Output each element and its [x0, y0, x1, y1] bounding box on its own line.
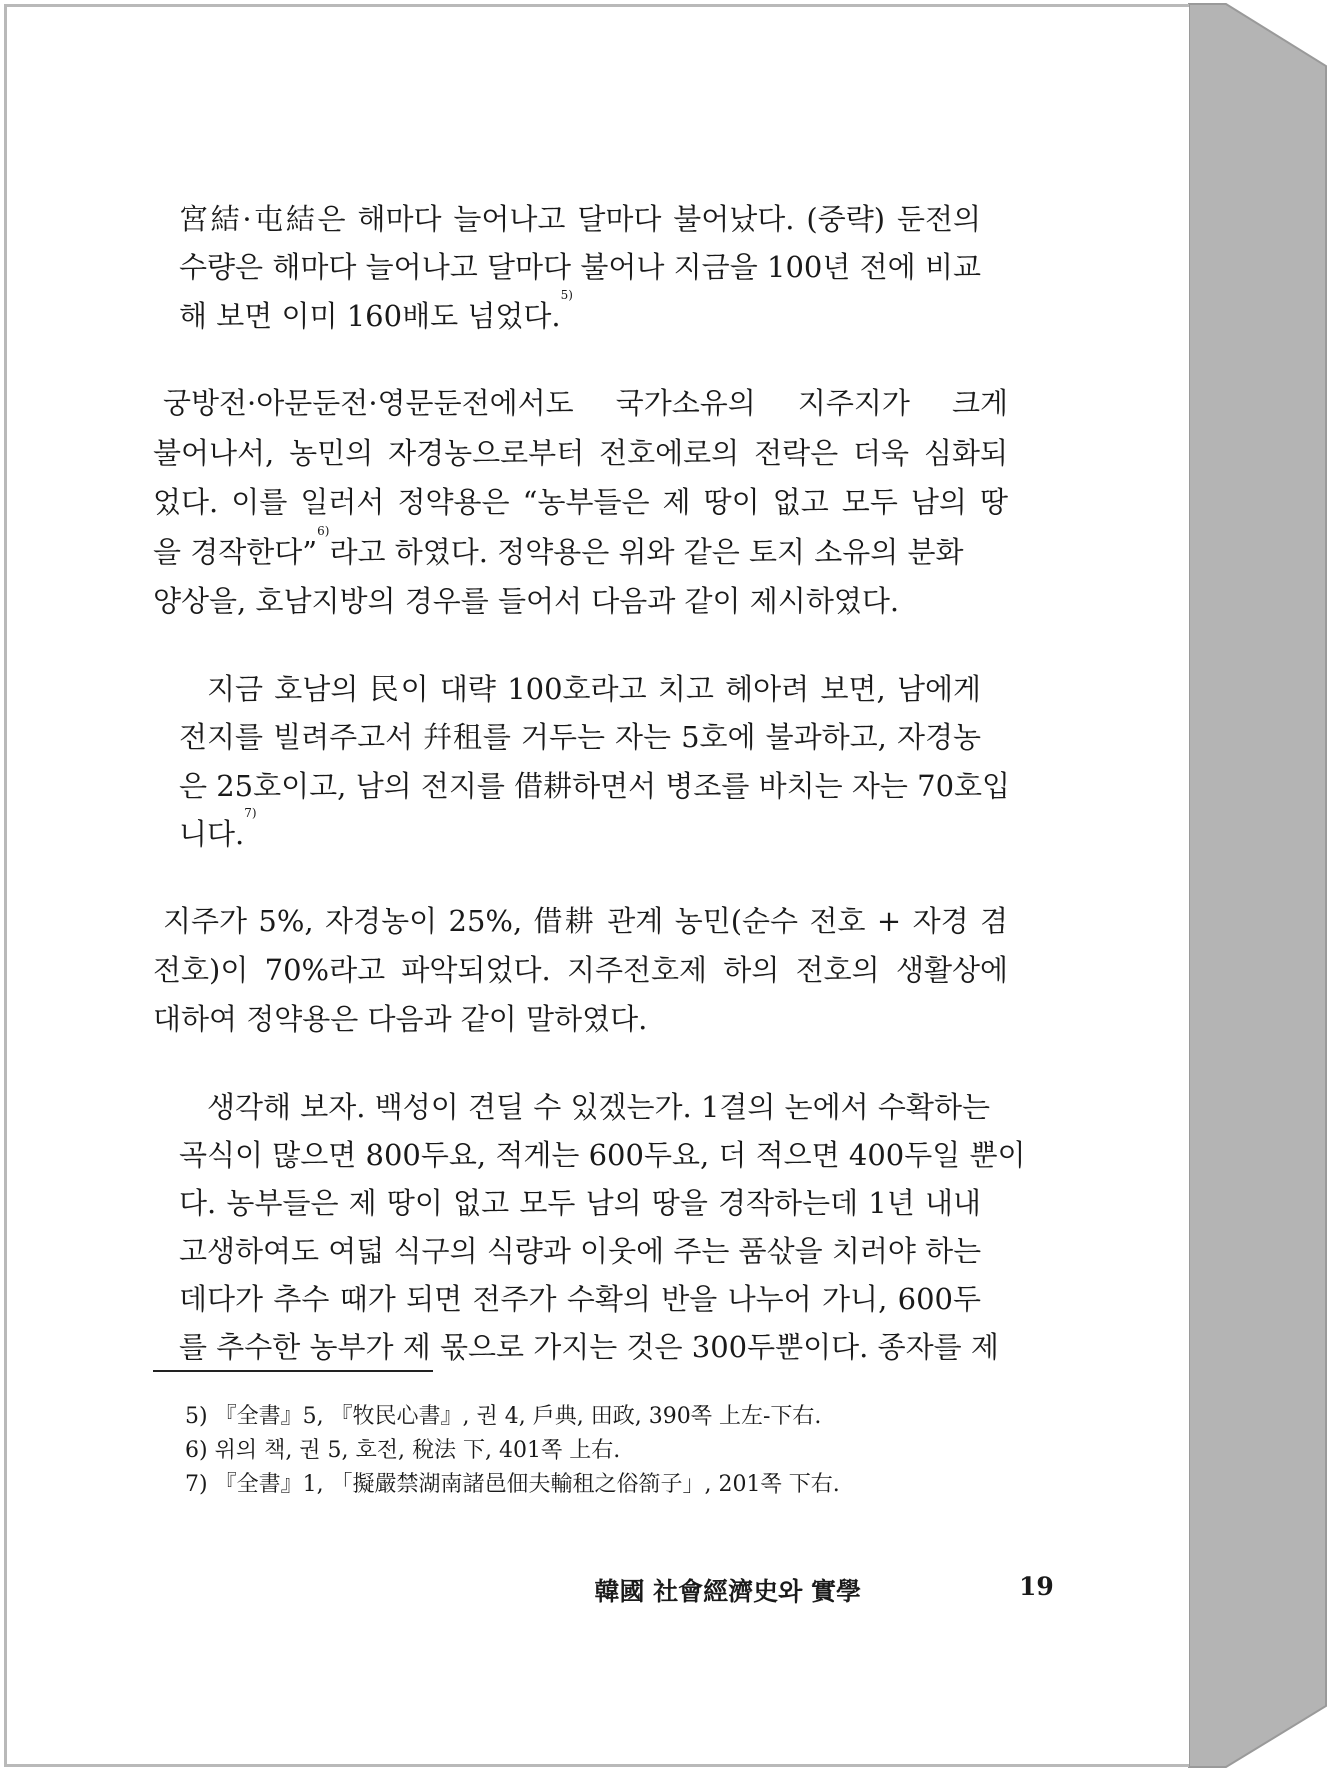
footnote-6: 6) 위의 책, 권 5, 호전, 稅法 下, 401쪽 上右. — [185, 1438, 621, 1463]
quote-line: 고생하여도 여덟 식구의 식량과 이웃에 주는 품삯을 치러야 하는 — [179, 1234, 982, 1268]
quote-line-text: 해 보면 이미 160배도 넘었다. — [179, 299, 561, 333]
paragraph-line — [153, 524, 1008, 571]
footnote-ref-6: 6) — [317, 524, 330, 538]
quote-line: 宮結·屯結은 해마다 늘어나고 달마다 불어났다. (중략) 둔전의 — [179, 202, 981, 236]
paragraph-line: 불어나서, 농민의 자경농으로부터 전호에로의 전락은 더욱 심화되 — [153, 436, 1008, 470]
quote-line: 다. 농부들은 제 땅이 없고 모두 남의 땅을 경작하는데 1년 내내 — [179, 1186, 981, 1220]
footnote-ref-7: 7) — [244, 806, 257, 820]
paragraph-line-text: 을 경작한다”$^{6)}$라고 하였다. 정약용은 위와 같은 토지 소유의 분화 — [153, 524, 964, 569]
quote-line — [179, 806, 257, 853]
paragraph-line: 지주가 5%, 자경농이 25%, 借耕 관계 농민(순수 전호 + 자경 겸 — [163, 904, 1008, 938]
paragraph-line: 전호)이 70%라고 파악되었다. 지주전호제 하의 전호의 생활상에 — [153, 953, 1008, 987]
quote-line-text: 니다. — [179, 817, 245, 851]
paragraph-line: 양상을, 호남지방의 경우를 들어서 다음과 같이 제시하였다. — [153, 584, 900, 618]
quote-line: 생각해 보자. 백성이 견딜 수 있겠는가. 1결의 논에서 수확하는 — [207, 1090, 990, 1124]
footnote-5: 5) 『全書』5, 『牧民心書』, 권 4, 戶典, 田政, 390쪽 上左-下右. — [185, 1404, 822, 1429]
quote-line — [179, 288, 573, 335]
book-page — [4, 4, 1189, 1767]
footnote-separator — [153, 1370, 433, 1372]
page-number: 19 — [1019, 1572, 1054, 1601]
paragraph-line: 궁방전·아문둔전·영문둔전에서도 국가소유의 지주지가 크게 — [163, 386, 1008, 420]
running-head: 韓國 社會經濟史와 實學 — [594, 1577, 861, 1606]
paragraph-line: 대하여 정약용은 다음과 같이 말하였다. — [153, 1002, 648, 1036]
quote-line: 전지를 빌려주고서 幷租를 거두는 자는 5호에 불과하고, 자경농 — [179, 720, 981, 754]
quote-line: 수량은 해마다 늘어나고 달마다 불어나 지금을 100년 전에 비교 — [179, 250, 981, 284]
quote-line: 지금 호남의 民이 대략 100호라고 치고 헤아려 보면, 남에게 — [207, 672, 981, 706]
paragraph-line: 었다. 이를 일러서 정약용은 “농부들은 제 땅이 없고 모두 남의 땅 — [153, 485, 1008, 519]
quote-line: 를 추수한 농부가 제 몫으로 가지는 것은 300두뿐이다. 종자를 제 — [179, 1330, 999, 1364]
footnote-7: 7) 『全書』1, 「擬嚴禁湖南諸邑佃夫輸租之俗箚子」, 201쪽 下右. — [185, 1472, 840, 1497]
footnote-ref-5: 5) — [560, 288, 573, 302]
quote-line: 곡식이 많으면 800두요, 적게는 600두요, 더 적으면 400두일 뿐이 — [179, 1138, 1026, 1172]
quote-line: 데다가 추수 때가 되면 전주가 수확의 반을 나누어 가니, 600두 — [179, 1282, 981, 1316]
quote-line: 은 25호이고, 남의 전지를 借耕하면서 병조를 바치는 자는 70호입 — [179, 769, 1011, 803]
